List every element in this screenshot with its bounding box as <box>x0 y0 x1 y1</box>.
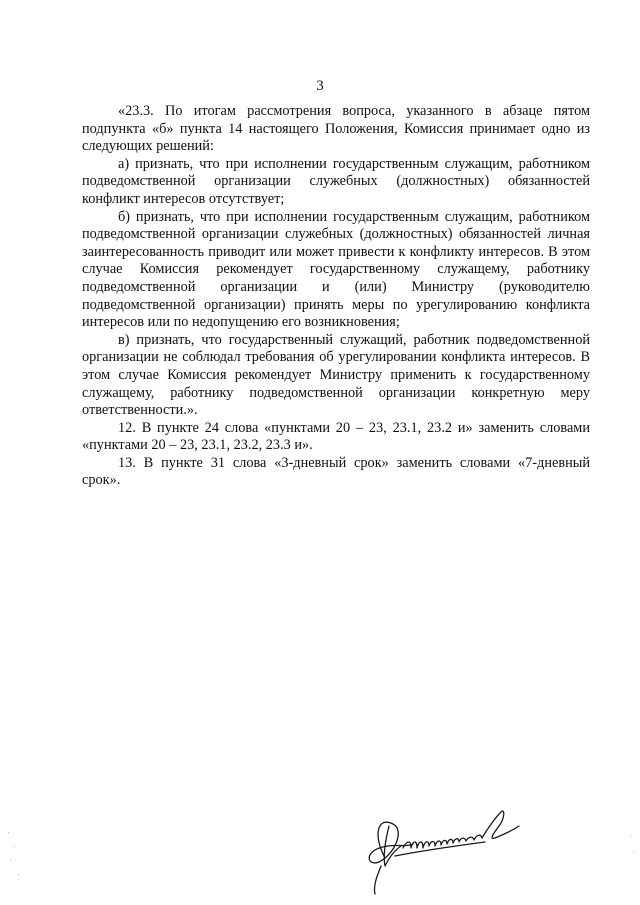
scan-speck <box>633 852 634 853</box>
scan-speck <box>10 860 11 861</box>
handwritten-signature <box>355 796 525 896</box>
paragraph-decision-v: в) признать, что государственный служащий, работник подведомственной организации не соблюдал требования об урегулировании конфликта интересов. В этом случае Комиссия рекомендует Министру применить к государственному служащему, работнику подведомственной организации конкретную меру ответственности.». <box>82 331 590 419</box>
document-body <box>82 103 590 490</box>
page-number: 3 <box>316 78 324 94</box>
paragraph-item-13: 13. В пункте 31 слова «3-дневный срок» заменить словами «7-дневный срок». <box>82 454 590 489</box>
scan-speck <box>8 832 9 833</box>
paragraph-23-3-intro: «23.3. По итогам рассмотрения вопроса, указанного в абзаце пятом подпункта «б» пункта 14 настоящего Положения, Комиссия принимает одно из следующих решений: <box>82 103 590 155</box>
paragraph-decision-b: б) признать, что при исполнении государственным служащим, работником подведомственной организации служебных (должностных) обязанностей личная заинтересованность приводит или может привести к конфликту интересов. В этом случае Комиссия рекомендует государственному служащему, работнику подведомственной организации и (или) Министру (руководителю подведомственной организации) принять меры по урегулированию конфликта интересов или по недопущению его возникновения; <box>82 208 590 331</box>
paragraph-item-12: 12. В пункте 24 слова «пунктами 20 – 23, 23.1, 23.2 и» заменить словами «пунктами 20 – 23, 23.1, 23.2, 23.3 и». <box>82 419 590 454</box>
scan-speck <box>630 836 631 837</box>
scan-speck <box>14 846 15 847</box>
paragraph-decision-a: а) признать, что при исполнении государственным служащим, работником подведомственной организации служебных (должностных) обязанностей конфликт интересов отсутствует; <box>82 155 590 207</box>
scan-speck <box>18 874 19 875</box>
